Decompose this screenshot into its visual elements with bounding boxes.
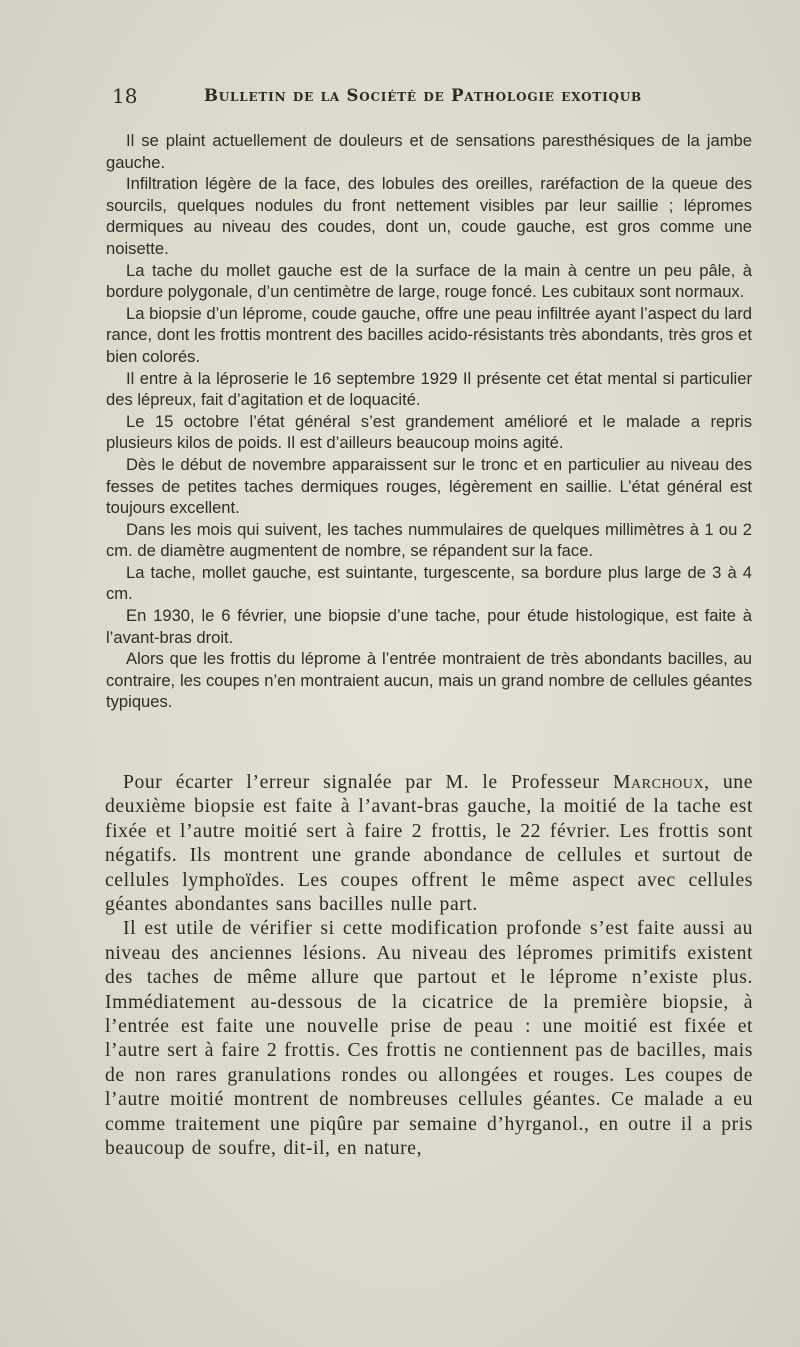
paragraph: Le 15 octobre l’état général s’est grandement amélioré et le malade a repris plusieurs kilos de poids. Il est d’ailleurs beaucoup moins agité. <box>106 411 752 453</box>
text-run: Pour écarter l’erreur signalée par M. le Professeur <box>123 771 613 793</box>
paragraph: Infiltration légère de la face, des lobules des oreilles, raréfaction de la queue des sourcils, quelques nodules du front nettement visibles par leur saillie ; lépromes dermiques au niveau des coudes, dont un, coude gauche, est gros comme une noisette. <box>106 174 752 258</box>
case-report-text <box>106 130 752 713</box>
paragraph <box>105 770 753 916</box>
paragraph: La biopsie d’un lépromе, coude gauche, offre une peau infiltrée ayant l’aspect du lard rance, dont les frottis montrent des bacilles acido-résistants très abondants, très gros et bien colorés. <box>106 303 752 366</box>
running-title: Bulletin de la Société de Pathologie exotiqub <box>204 86 643 105</box>
page-header <box>112 84 752 114</box>
paragraph: Alors que les frottis du lépromе à l’entrée montraient de très abondants bacilles, au contraire, les coupes n’en montraient aucun, mais un grand nombre de cellules géantes typiques. <box>106 649 752 712</box>
discussion-text <box>105 770 753 1161</box>
paragraph: Il entre à la léproserie le 16 septembre 1929 Il présente cet état mental si particulier des lépreux, fait d’agitation et de loquacité. <box>106 368 752 410</box>
paragraph: Dans les mois qui suivent, les taches nummulaires de quelques millimètres à 1 ou 2 cm. de diamètre augmentent de nombre, se répandent sur la face. <box>106 519 752 561</box>
paragraph: La tache, mollet gauche, est suintante, turgescente, sa bordure plus large de 3 à 4 cm. <box>106 562 752 604</box>
paragraph: Il est utile de vérifier si cette modification profonde s’est faite aussi au niveau des anciennes lésions. Au niveau des lépromes primitifs existent des taches de même allure que partout et le léprome n’existe plus. Immédiatement au-dessous de la cicatrice de la première biopsie, à l’entrée est faite une nouvelle prise de peau : une moitié est fixée et l’autre sert à faire 2 frottis. Ces frottis ne contiennent pas de bacilles, mais de non rares granulations rondes ou allongées et rouges. Les coupes de l’autre moitié montrent de nombreuses cellules géantes. Ce malade a eu comme traitement une piqûre par semaine d’hyrganol., en outre il a pris beaucoup de soufre, dit-il, en nature, <box>105 917 753 1160</box>
paragraph: Dès le début de novembre apparaissent sur le tronc et en particulier au niveau des fesses de petites taches dermiques rouges, légèrement en saillie. L’état général est toujours excellent. <box>106 454 752 518</box>
text-run: , une deuxième biopsie est faite à l’avant-bras gauche, la moitié de la tache est fixée et l’autre moitié sert à faire 2 frottis, le 22 février. Les frottis sont négatifs. Ils montrent une grande abondance de cellules et surtout de cellules lymphoïdes. Les coupes offrent le même aspect avec cellules géantes abondantes sans bacilles nulle part. <box>105 771 753 916</box>
page-number: 18 <box>112 84 138 108</box>
paragraph: Il se plaint actuellement de douleurs et de sensations paresthésiques de la jambe gauche. <box>106 131 752 172</box>
paragraph: La tache du mollet gauche est de la surface de la main à centre un peu pâle, à bordure polygonale, d’un centimètre de large, rouge foncé. Les cubitaux sont normaux. <box>106 260 752 302</box>
author-name: Marchoux <box>612 771 705 793</box>
paragraph: En 1930, le 6 février, une biopsie d’une tache, pour étude histologique, est faite à l’avant-bras droit. <box>106 606 752 647</box>
